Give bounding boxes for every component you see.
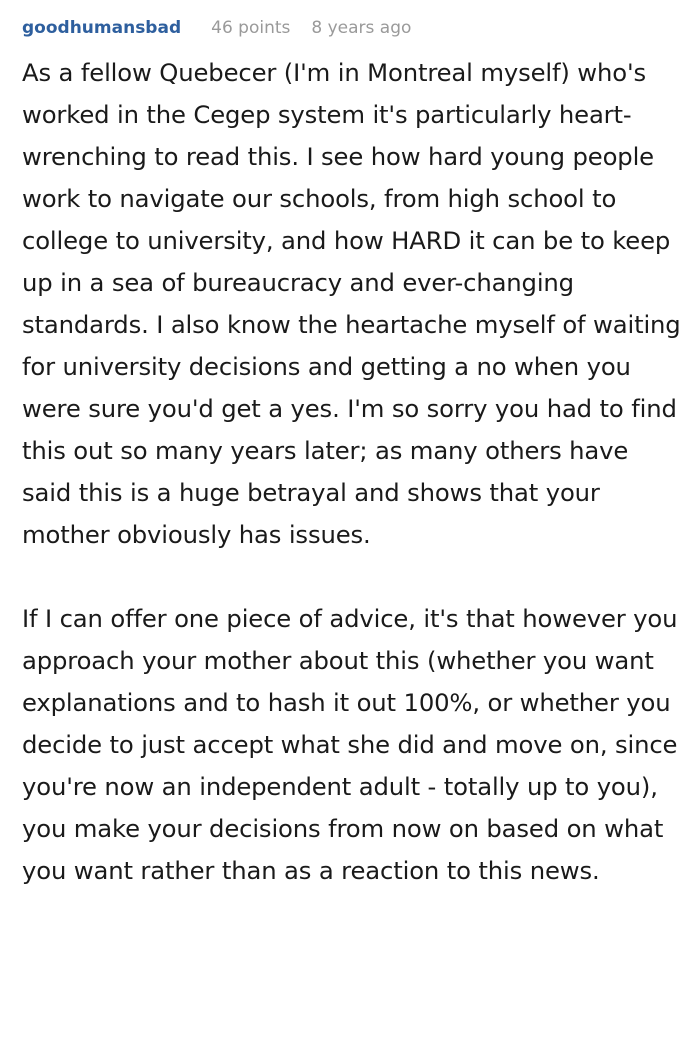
comment-points: 46 points <box>211 18 291 38</box>
comment-meta <box>22 18 682 44</box>
comment-timestamp: 8 years ago <box>311 18 412 38</box>
comment <box>22 18 682 892</box>
comment-paragraph: As a fellow Quebecer (I'm in Montreal myself) who's worked in the Cegep system it's particularly heart-wrenching to read this. I see how hard young people work to navigate our schools, from high school to college to university, and how HARD it can be to keep up in a sea of bureaucracy and ever-changing standards. I also know the heartache myself of waiting for university decisions and getting a no when you were sure you'd get a yes. I'm so sorry you had to find this out so many years later; as many others have said this is a huge betrayal and shows that your mother obviously has issues. <box>22 58 681 549</box>
comment-username-link[interactable]: goodhumansbad <box>22 18 182 38</box>
comment-paragraph: If I can offer one piece of advice, it's that however you approach your mother about this (whether you want explanations and to hash it out 100%, or whether you decide to just accept what she did and move on, since you're now an independent adult - totally up to you), you make your decisions from now on based on what you want rather than as a reaction to this news. <box>22 604 678 885</box>
comment-body <box>22 52 682 892</box>
